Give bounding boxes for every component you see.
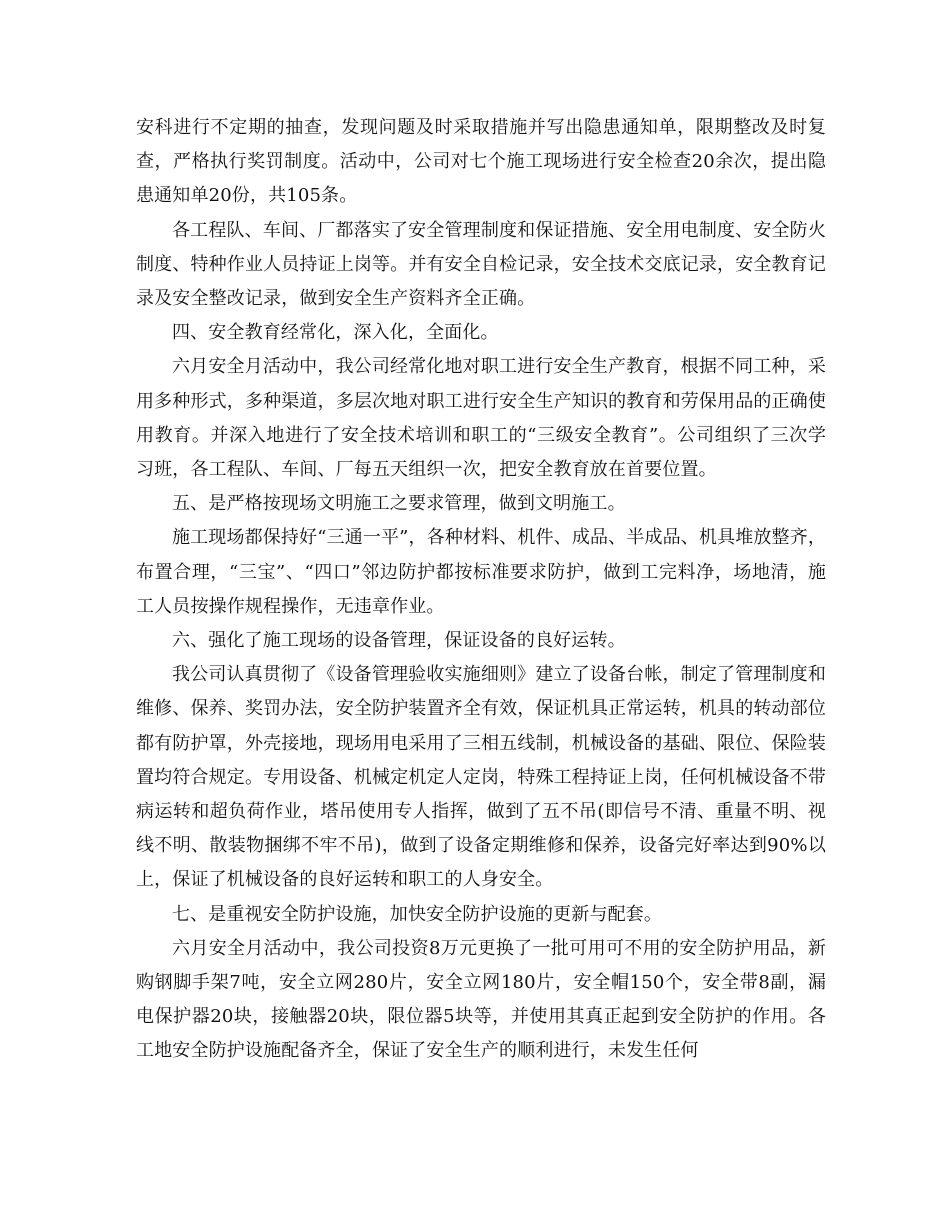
section-heading-protection-facilities: 七、是重视安全防护设施，加快安全防护设施的更新与配套。 xyxy=(172,903,663,925)
paragraph-management-systems: 各工程队、车间、厂都落实了安全管理制度和保证措施、安全用电制度、安全防火制度、特种作业人员持证上岗等。并有安全自检记录，安全技术交底记录，安全教育记录及安全整改记录，做到安全生产资料齐全正确。 xyxy=(136,219,826,310)
document-page xyxy=(136,111,826,1069)
paragraph-protection-facilities: 六月安全月活动中，我公司投资8万元更换了一批可用可不用的安全防护用品，新购钢脚手架7吨，安全立网280片，安全立网180片，安全帽150个，安全带8副，漏电保护器20块，接触器20块，限位器5块等，并使用其真正起到安全防护的作用。各工地安全防护设施配备齐全，保证了安全生产的顺利进行，未发生任何 xyxy=(136,937,826,1062)
section-heading-civilized-construction: 五、是严格按现场文明施工之要求管理，做到文明施工。 xyxy=(172,493,626,515)
paragraph-inspection-continued: 安科进行不定期的抽查，发现问题及时采取措施并写出隐患通知单，限期整改及时复查，严格执行奖罚制度。活动中，公司对七个施工现场进行安全检查20余次，提出隐患通知单20份，共105条。 xyxy=(136,117,826,207)
section-heading-safety-education: 四、安全教育经常化，深入化，全面化。 xyxy=(172,322,499,344)
paragraph-equipment-management: 我公司认真贯彻了《设备管理验收实施细则》建立了设备台帐，制定了管理制度和维修、保养、奖罚办法，安全防护装置齐全有效，保证机具正常运转，机具的转动部位都有防护罩，外壳接地，现场用电采用了三相五线制，机械设备的基础、限位、保险装置均符合规定。专用设备、机械定机定人定岗，特殊工程持证上岗，任何机械设备不带病运转和超负荷作业，塔吊使用专人指挥，做到了五不吊(即信号不清、重量不明、视线不明、散装物捆绑不牢不吊)，做到了设备定期维修和保养，设备完好率达到90%以上，保证了机械设备的良好运转和职工的人身安全。 xyxy=(136,664,826,891)
paragraph-safety-education: 六月安全月活动中，我公司经常化地对职工进行安全生产教育，根据不同工种，采用多种形式，多种渠道，多层次地对职工进行安全生产知识的教育和劳保用品的正确使用教育。并深入地进行了安全技术培训和职工的“三级安全教育”。公司组织了三次学习班，各工程队、车间、厂每五天组织一次，把安全教育放在首要位置。 xyxy=(136,356,826,481)
paragraph-civilized-construction: 施工现场都保持好“三通一平”，各种材料、机件、成品、半成品、机具堆放整齐，布置合理，“三宝”、“四口”邻边防护都按标准要求防护，做到工完料净，场地清，施工人员按操作规程操作，无违章作业。 xyxy=(136,527,826,617)
section-heading-equipment-management: 六、强化了施工现场的设备管理，保证设备的良好运转。 xyxy=(172,630,626,652)
